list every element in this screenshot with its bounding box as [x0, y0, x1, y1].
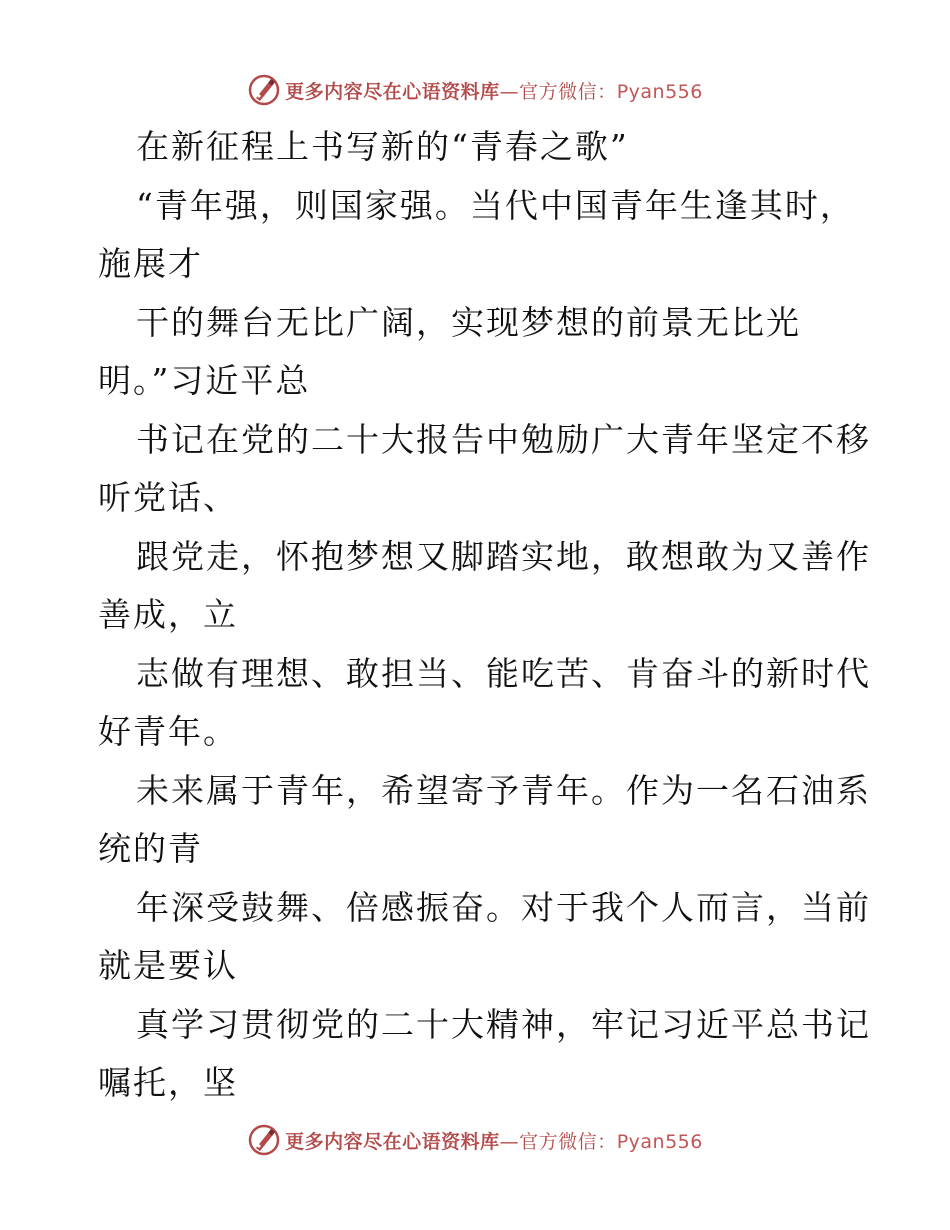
- paragraph-line: 好青年。: [98, 712, 238, 751]
- paragraph-line: 干的舞台无比广阔，实现梦想的前景无比光: [136, 302, 801, 342]
- paragraph-line: 善成，立: [98, 595, 238, 634]
- document-body: [98, 118, 871, 1113]
- banner-wechat-id: Pyan556: [616, 80, 703, 103]
- pen-logo-icon: [247, 73, 281, 107]
- paragraph-line: 嘱托，坚: [98, 1063, 238, 1102]
- paragraph-line: 志做有理想、敢担当、能吃苦、肯奋斗的新时代: [136, 653, 871, 693]
- banner-wechat-id: Pyan556: [616, 1130, 703, 1153]
- footer-banner-text: [285, 1127, 703, 1154]
- paragraph-line: 听党话、: [98, 478, 238, 517]
- header-banner: [0, 70, 950, 110]
- paragraph-line: 年深受鼓舞、倍感振奋。对于我个人而言，当前: [136, 887, 871, 927]
- paragraph-line: 就是要认: [98, 946, 238, 985]
- pen-logo-icon: [247, 1123, 281, 1157]
- banner-main-text: 更多内容尽在心语资料库: [285, 80, 500, 103]
- paragraph-line: 施展才: [98, 244, 203, 283]
- paragraph-line: 书记在党的二十大报告中勉励广大青年坚定不移: [136, 419, 871, 459]
- banner-main-text: 更多内容尽在心语资料库: [285, 1130, 500, 1153]
- paragraph-line: 未来属于青年，希望寄予青年。作为一名石油系: [136, 770, 871, 810]
- paragraph-line: 明。”习近平总: [98, 361, 311, 400]
- paragraph-line: 统的青: [98, 829, 203, 868]
- paragraph-line: 真学习贯彻党的二十大精神，牢记习近平总书记: [136, 1004, 871, 1044]
- paragraph-line: “青年强，则国家强。当代中国青年生逢其时，: [136, 185, 855, 225]
- banner-separator: —: [499, 1130, 520, 1153]
- footer-banner: [0, 1120, 950, 1160]
- banner-separator: —: [499, 80, 520, 103]
- banner-wechat-label: 官方微信：: [519, 80, 617, 103]
- banner-wechat-label: 官方微信：: [519, 1130, 617, 1153]
- paragraph-line: 跟党走，怀抱梦想又脚踏实地，敢想敢为又善作: [136, 536, 871, 576]
- document-title: 在新征程上书写新的“青春之歌”: [136, 127, 629, 166]
- header-banner-text: [285, 77, 703, 104]
